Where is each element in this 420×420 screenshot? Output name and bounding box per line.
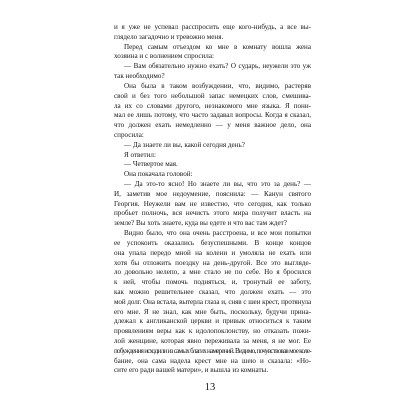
text-line: она упала передо мной на колени и умоляла не ехать или [114, 248, 311, 257]
text-line: спросила: [114, 130, 144, 139]
text-line: бание, она сама надела крест мне на шею и сказала: «Но- [114, 356, 311, 365]
text-line: И, заметив мое недоумение, пояснила: — Канун святого [114, 189, 311, 198]
page-number: 13 [204, 382, 216, 393]
text-line: свой и без того небольшой запас немецких слов, смешива- [114, 91, 311, 100]
text-line: ее успокоить оказались безуспешными. В конце концов [114, 238, 311, 247]
text-line: Она покачала головой: [124, 170, 193, 179]
text-line: ла их со словами другого, незнакомого мне языка. Я пони- [114, 101, 311, 110]
text-line: — Четвертое мая. [124, 160, 178, 169]
text-line: ло довольно нелепо, а мне стало не по себе. Но я бросился [114, 268, 311, 277]
body-text [114, 23, 311, 376]
text-line: побуждения исходили из самых благих намерений. Видимо, почувствовав мое коле- [114, 346, 311, 355]
text-line: — Да это-то ясно! Но знаете ли вы, что это за день? — [124, 180, 311, 188]
text-line: Видно было, что она очень расстроена, и все мои попытки [124, 229, 311, 238]
text-line: Георгия. Неужели вам не известно, что сегодня, как только [114, 199, 311, 208]
text-line: и я уже не успевал расспросить еще кого-нибудь, а все вы- [114, 23, 311, 31]
text-line: его мне. Я не знал, как мне быть, поскольку, будучи прина- [114, 307, 311, 316]
text-line: пробьет полночь, вся нечисть этого мира получит власть на [114, 209, 311, 218]
text-line: мал ее лишь потому, что часто задавал вопросы. Когда я сказал, [114, 111, 311, 120]
text-line: как можно решительнее сказал, что должен ехать — это [114, 287, 311, 296]
text-line: длежал к англиканской церкви и привык относиться к таким [114, 317, 311, 326]
text-line: глядело загадочно и тревожно меня. [114, 32, 224, 41]
text-line: Она была в таком возбуждении, что, видимо, растеряв [124, 81, 311, 90]
text-line: хозяина и с волнением спросила: [114, 52, 214, 61]
text-line: Перед самым отъездом ко мне в комнату вошла жена [124, 42, 311, 51]
text-line: земле? Вы хоть знаете, куда вы едете и что вас там ждет? [114, 219, 287, 228]
text-line: лой женщине, которая явно переживала за меня, я не мог. Ее [114, 337, 311, 345]
text-line: хотя бы отложить поездку на день-другой. Все это выгляде- [114, 258, 311, 267]
text-line: Я ответил: [124, 150, 156, 159]
text-line: сите его ради вашей матери», и вышла из комнаты. [114, 366, 269, 375]
text-line: к ней, чтобы помочь подняться, и, тронутый ее заботу, [114, 278, 311, 287]
text-line: мой долг. Она встала, вытерла глаза и, сняв с шеи крест, протянула [114, 297, 311, 306]
text-line: проявлениям веры как к идолопоклонству, но отказать пожи- [114, 327, 311, 336]
text-line: так необходимо? [114, 72, 165, 81]
text-line: — Да знаете ли вы, какой сегодня день? [124, 140, 245, 149]
text-line: что должен ехать немедленно — у меня важное дело, она [114, 121, 311, 130]
text-line: — Вам обязательно нужно ехать? О сударь, неужели это уж [124, 62, 311, 71]
